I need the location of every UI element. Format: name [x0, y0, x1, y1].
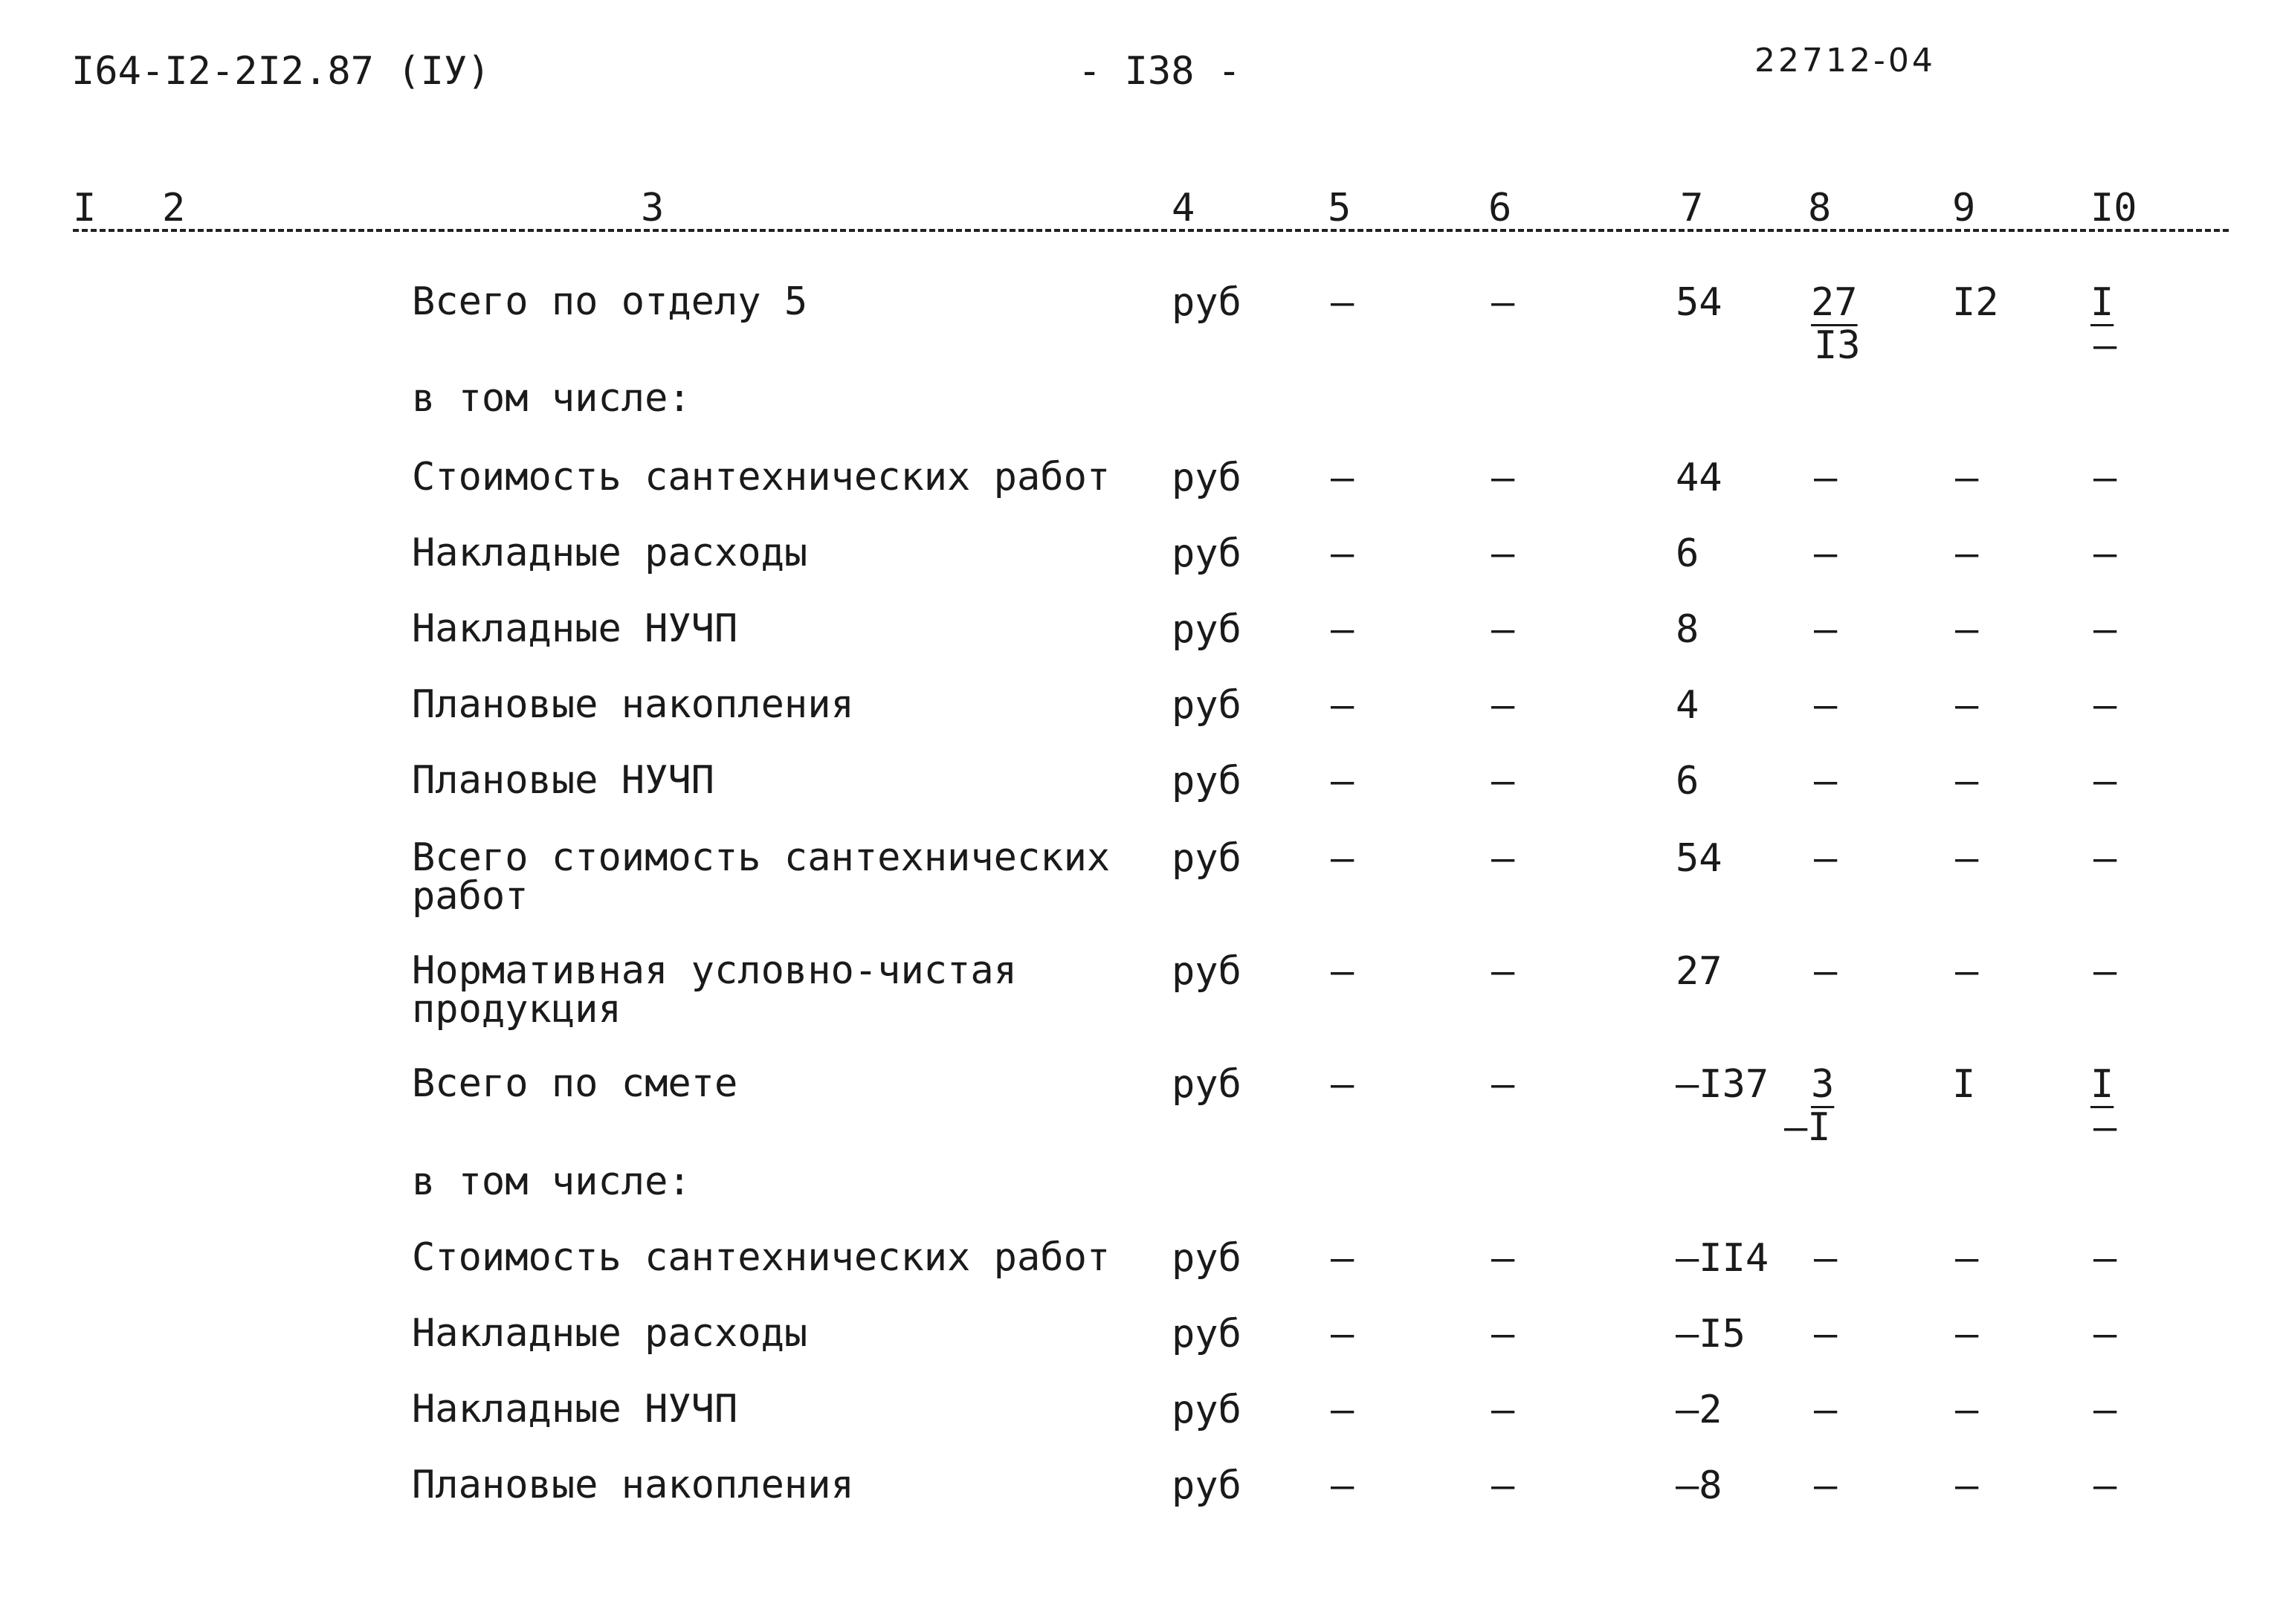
- cell-c8: –: [1814, 759, 1838, 803]
- cell-c6: –: [1491, 1463, 1515, 1508]
- cell-c10: –: [2093, 456, 2117, 500]
- row-label: Нормативная условно-чистая продукция: [412, 948, 1017, 1032]
- cell-c10: –: [2093, 1236, 2117, 1281]
- cell-c8: –: [1814, 1388, 1838, 1432]
- cell-c6: –: [1491, 280, 1515, 325]
- cell-c6: –: [1491, 949, 1515, 994]
- cell-unit: руб: [1172, 531, 1241, 576]
- cell-c10: –: [2093, 683, 2117, 728]
- cell-c7: 44: [1676, 456, 1722, 500]
- cell-c5: –: [1331, 607, 1354, 652]
- cell-c7: –8: [1676, 1463, 1722, 1508]
- cell-c9: –: [1955, 1388, 1979, 1432]
- header-rule: [73, 229, 2229, 232]
- cell-c6: –: [1491, 607, 1515, 652]
- cell-unit: руб: [1172, 836, 1241, 881]
- cell-c9: –: [1955, 1463, 1979, 1508]
- row-label: Всего стоимость сантехнических работ: [412, 835, 1111, 919]
- row-label: Всего по отделу 5: [412, 279, 808, 324]
- row-label: Накладные расходы: [412, 531, 808, 575]
- column-header-10: I0: [2090, 186, 2137, 230]
- cell-c7: –2: [1676, 1388, 1722, 1432]
- cell-unit: руб: [1172, 456, 1241, 500]
- cell-c9: I: [1952, 1062, 1976, 1107]
- cell-c10: –: [2093, 607, 2117, 652]
- cell-unit: руб: [1172, 1236, 1241, 1281]
- cell-c7: 6: [1676, 759, 1699, 803]
- column-header-2: 2: [162, 186, 186, 230]
- cell-unit: руб: [1172, 280, 1241, 325]
- cell-c10b: –: [2093, 1105, 2117, 1150]
- cell-c6: –: [1491, 1236, 1515, 1281]
- cell-c7: –I37: [1676, 1062, 1769, 1107]
- cell-c10: –: [2093, 1388, 2117, 1432]
- cell-c6: –: [1491, 759, 1515, 803]
- cell-c8: –: [1814, 531, 1838, 576]
- row-label: Всего по смете: [412, 1061, 738, 1106]
- cell-c6: –: [1491, 683, 1515, 728]
- row-label: Плановые накопления: [412, 1463, 854, 1507]
- cell-c10: –: [2093, 759, 2117, 803]
- cell-c6: –: [1491, 1062, 1515, 1107]
- column-header-3: 3: [641, 186, 665, 230]
- cell-c10: –: [2093, 836, 2117, 881]
- column-header-6: 6: [1488, 186, 1512, 230]
- cell-c10b: –: [2093, 323, 2117, 368]
- cell-c5: –: [1331, 683, 1354, 728]
- cell-c8: –: [1814, 683, 1838, 728]
- cell-c8: –: [1814, 1236, 1838, 1281]
- row-label: в том числе:: [412, 376, 691, 421]
- cell-unit: руб: [1172, 1463, 1241, 1508]
- cell-unit: руб: [1172, 683, 1241, 728]
- cell-c9: –: [1955, 683, 1979, 728]
- cell-unit: руб: [1172, 1388, 1241, 1432]
- cell-c8b: –I: [1784, 1105, 1831, 1150]
- cell-c10: –: [2093, 1312, 2117, 1356]
- cell-c9: –: [1955, 1236, 1979, 1281]
- handwritten-code: 22712-04: [1754, 42, 1936, 80]
- cell-c8: –: [1814, 456, 1838, 500]
- cell-c10: I: [2090, 1062, 2114, 1107]
- cell-c6: –: [1491, 456, 1515, 500]
- cell-c9: –: [1955, 607, 1979, 652]
- cell-c8b: I3: [1814, 323, 1861, 368]
- cell-c9: I2: [1952, 280, 1999, 325]
- cell-c7: 4: [1676, 683, 1699, 728]
- document-code: I64-I2-2I2.87 (IУ): [71, 49, 491, 94]
- cell-c9: –: [1955, 456, 1979, 500]
- cell-c8: 27: [1811, 280, 1858, 325]
- row-label: Плановые НУЧП: [412, 758, 714, 803]
- cell-c5: –: [1331, 531, 1354, 576]
- cell-c8: –: [1814, 1312, 1838, 1356]
- cell-c7: 54: [1676, 836, 1722, 881]
- cell-c7: 6: [1676, 531, 1699, 576]
- cell-c6: –: [1491, 1312, 1515, 1356]
- cell-c7: –II4: [1676, 1236, 1769, 1281]
- row-label: Стоимость сантехнических работ: [412, 1235, 1111, 1280]
- row-label: Накладные НУЧП: [412, 1387, 738, 1431]
- cell-c5: –: [1331, 280, 1354, 325]
- cell-unit: руб: [1172, 759, 1241, 803]
- cell-c8: –: [1814, 836, 1838, 881]
- row-label: Накладные НУЧП: [412, 606, 738, 651]
- cell-c10: –: [2093, 1463, 2117, 1508]
- cell-c5: –: [1331, 1062, 1354, 1107]
- cell-c9: –: [1955, 836, 1979, 881]
- column-header-4: 4: [1172, 186, 1195, 230]
- cell-c5: –: [1331, 1388, 1354, 1432]
- row-label: в том числе:: [412, 1159, 691, 1204]
- cell-c5: –: [1331, 1463, 1354, 1508]
- cell-c6: –: [1491, 531, 1515, 576]
- cell-c5: –: [1331, 836, 1354, 881]
- cell-unit: руб: [1172, 607, 1241, 652]
- cell-c9: –: [1955, 949, 1979, 994]
- column-header-5: 5: [1328, 186, 1352, 230]
- cell-c8: –: [1814, 949, 1838, 994]
- cell-c7: 27: [1676, 949, 1722, 994]
- cell-c6: –: [1491, 1388, 1515, 1432]
- cell-c5: –: [1331, 456, 1354, 500]
- cell-c9: –: [1955, 759, 1979, 803]
- cell-unit: руб: [1172, 949, 1241, 994]
- cell-c6: –: [1491, 836, 1515, 881]
- cell-c7: –I5: [1676, 1312, 1746, 1356]
- cell-c8: 3: [1811, 1062, 1835, 1107]
- row-label: Накладные расходы: [412, 1311, 808, 1356]
- row-label: Плановые накопления: [412, 682, 854, 727]
- cell-c7: 8: [1676, 607, 1699, 652]
- column-header-7: 7: [1680, 186, 1704, 230]
- cell-c5: –: [1331, 759, 1354, 803]
- cell-unit: руб: [1172, 1312, 1241, 1356]
- column-header-8: 8: [1808, 186, 1832, 230]
- cell-c5: –: [1331, 1236, 1354, 1281]
- column-header-1: I: [73, 186, 97, 230]
- cell-c10: –: [2093, 531, 2117, 576]
- cell-c8: –: [1814, 1463, 1838, 1508]
- column-header-9: 9: [1952, 186, 1976, 230]
- cell-c9: –: [1955, 531, 1979, 576]
- cell-c10: I: [2090, 280, 2114, 325]
- page-number: - I38 -: [1078, 49, 1241, 94]
- cell-c5: –: [1331, 949, 1354, 994]
- cell-c5: –: [1331, 1312, 1354, 1356]
- cell-c9: –: [1955, 1312, 1979, 1356]
- cell-c8: –: [1814, 607, 1838, 652]
- cell-unit: руб: [1172, 1062, 1241, 1107]
- cell-c10: –: [2093, 949, 2117, 994]
- row-label: Стоимость сантехнических работ: [412, 455, 1111, 499]
- cell-c7: 54: [1676, 280, 1722, 325]
